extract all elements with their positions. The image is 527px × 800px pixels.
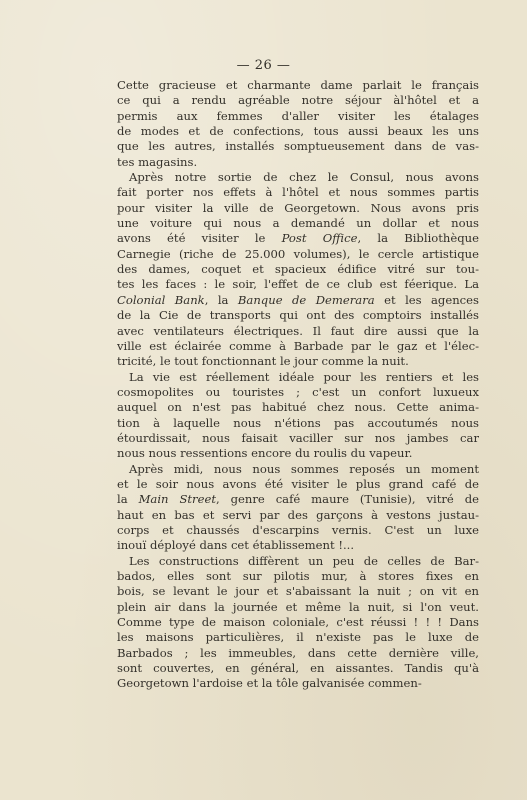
text-line: Après midi, nous nous sommes reposés un moment — [129, 461, 479, 476]
text-line: cosmopolites ou touristes ; c'est un confort luxueux — [117, 384, 479, 399]
text-line: de modes et de confections, tous aussi beaux les uns — [117, 124, 479, 139]
text-line: une voiture qui nous a demandé un dollar et nous — [117, 216, 479, 231]
text-line: haut en bas et servi par des garçons à vestons justau- — [117, 507, 479, 522]
text-line: fait porter nos effets à l'hôtel et nous sommes partis — [117, 185, 479, 200]
text-line: permis aux femmes d'aller visiter les étalages — [117, 108, 479, 123]
text-line: tricité, le tout fonctionnant le jour comme la nuit. — [117, 354, 409, 369]
text-line: sont couvertes, en général, en aissantes. Tandis qu'à — [117, 661, 479, 676]
text-line: Georgetown l'ardoise et la tôle galvanisée commen- — [117, 676, 422, 691]
text-line: avec ventilateurs électriques. Il faut dire aussi que la — [117, 323, 479, 338]
text-line: tes magasins. — [117, 154, 198, 169]
text-line: de la Cie de transports qui ont des comptoirs installés — [117, 308, 479, 323]
text-line: ville est éclairée comme à Barbade par le gaz et l'élec- — [117, 338, 479, 353]
paragraph — [117, 462, 479, 554]
text-line: Comme type de maison coloniale, c'est réussi ! ! ! Dans — [117, 615, 479, 630]
text-line: La vie est réellement idéale pour les rentiers et les — [129, 369, 479, 384]
text-line: Colonial Bank, la Banque de Demerara et les agences — [117, 292, 479, 307]
text-line: plein air dans la journée et même la nuit, si l'on veut. — [117, 599, 479, 614]
paragraph — [117, 370, 479, 462]
paragraph — [117, 78, 479, 170]
text-line: tion à laquelle nous n'étions pas accoutumés nous — [117, 415, 479, 430]
text-line: corps et chaussés d'escarpins vernis. C'est un luxe — [117, 522, 479, 537]
text-line: avons été visiter le Post Office, la Bibliothèque — [117, 231, 479, 246]
text-line: inouï déployé dans cet établissement !... — [117, 538, 355, 553]
body-text — [117, 78, 479, 692]
text-line: Les constructions diffèrent un peu de celles de Bar- — [129, 553, 479, 568]
page-number: — 26 — — [236, 58, 291, 73]
paragraph — [117, 170, 479, 369]
text-line: Cette gracieuse et charmante dame parlait le français — [117, 78, 479, 92]
text-line: Barbados ; les immeubles, dans cette dernière ville, — [117, 645, 479, 660]
text-line: auquel on n'est pas habitué chez nous. Cette anima- — [117, 400, 479, 415]
text-line: Après notre sortie de chez le Consul, nous avons — [129, 170, 479, 185]
text-line: Carnegie (riche de 25.000 volumes), le cercle artistique — [117, 246, 479, 261]
text-line: ce qui a rendu agréable notre séjour àl'hôtel et a — [117, 93, 479, 108]
text-line: et le soir nous avons été visiter le plus grand café de — [117, 476, 479, 491]
text-line: pour visiter la ville de Georgetown. Nous avons pris — [117, 200, 479, 215]
text-line: des dames, coquet et spacieux édifice vitré sur tou- — [117, 262, 479, 277]
text-line: que les autres, installés somptueusement dans de vas- — [117, 139, 479, 154]
text-line: tes les faces : le soir, l'effet de ce club est féerique. La — [117, 277, 479, 292]
text-line: les maisons particulières, il n'existe pas le luxe de — [117, 630, 479, 645]
paragraph — [117, 554, 479, 692]
text-line: bados, elles sont sur pilotis mur, à stores fixes en — [117, 569, 479, 583]
text-line: la Main Street, genre café maure (Tunisie), vitré de — [117, 492, 479, 507]
text-line: étourdissait, nous faisait vaciller sur nos jambes car — [117, 430, 479, 445]
text-line: nous nous ressentions encore du roulis du vapeur. — [117, 446, 413, 461]
text-line: bois, se levant le jour et s'abaissant la nuit ; on vit en — [117, 584, 479, 599]
